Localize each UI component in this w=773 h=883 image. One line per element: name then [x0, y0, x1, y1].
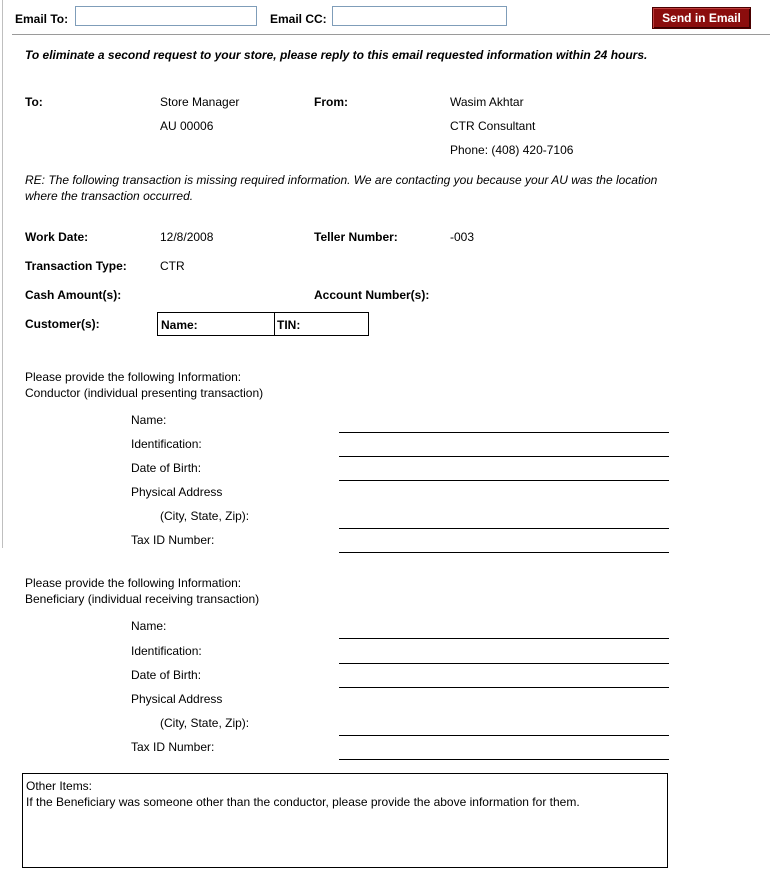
header-divider [12, 34, 770, 35]
customer-name-label: Name: [161, 318, 198, 332]
conductor-identification-label: Identification: [131, 437, 202, 451]
customer-table [157, 312, 369, 336]
from-name: Wasim Akhtar [450, 95, 524, 109]
intro-notice: To eliminate a second request to your store, please reply to this email requested information within 24 hours. [25, 48, 648, 62]
other-items-box[interactable] [22, 773, 668, 868]
cash-amount-label: Cash Amount(s): [25, 288, 122, 302]
beneficiary-taxid-label: Tax ID Number: [131, 740, 215, 754]
conductor-address-line[interactable] [339, 528, 669, 529]
to-au: AU 00006 [160, 119, 214, 133]
beneficiary-city-label: (City, State, Zip): [160, 716, 250, 730]
teller-number-value: -003 [450, 230, 475, 244]
teller-number-label: Teller Number: [314, 230, 398, 244]
beneficiary-name-line[interactable] [339, 638, 669, 639]
email-cc-label: Email CC: [270, 12, 327, 26]
left-border [2, 0, 3, 548]
customer-table-divider [274, 313, 275, 335]
conductor-name-label: Name: [131, 413, 167, 427]
transaction-type-label: Transaction Type: [25, 259, 127, 273]
conductor-address-label: Physical Address [131, 485, 223, 499]
beneficiary-dob-label: Date of Birth: [131, 668, 202, 682]
email-cc-input[interactable] [332, 6, 507, 26]
beneficiary-taxid-line[interactable] [339, 759, 669, 760]
conductor-city-label: (City, State, Zip): [160, 509, 250, 523]
beneficiary-address-line[interactable] [339, 735, 669, 736]
beneficiary-identification-line[interactable] [339, 663, 669, 664]
to-label: To: [25, 95, 43, 109]
customer-tin-label: TIN: [277, 318, 301, 332]
conductor-name-line[interactable] [339, 432, 669, 433]
conductor-taxid-label: Tax ID Number: [131, 533, 215, 547]
beneficiary-name-label: Name: [131, 619, 167, 633]
send-email-button[interactable]: Send in Email [652, 7, 751, 29]
work-date-value: 12/8/2008 [160, 230, 214, 244]
beneficiary-heading-2: Beneficiary (individual receiving transaction) [25, 592, 260, 606]
from-title: CTR Consultant [450, 119, 536, 133]
beneficiary-address-label: Physical Address [131, 692, 223, 706]
other-items-text: If the Beneficiary was someone other than the conductor, please provide the above information for them. [26, 795, 580, 809]
email-to-label: Email To: [15, 12, 69, 26]
email-to-input[interactable] [75, 6, 257, 26]
work-date-label: Work Date: [25, 230, 89, 244]
conductor-taxid-line[interactable] [339, 552, 669, 553]
customer-label: Customer(s): [25, 317, 100, 331]
conductor-identification-line[interactable] [339, 456, 669, 457]
conductor-heading-1: Please provide the following Information: [25, 370, 242, 384]
from-phone: Phone: (408) 420-7106 [450, 143, 574, 157]
account-number-label: Account Number(s): [314, 288, 430, 302]
conductor-dob-label: Date of Birth: [131, 461, 202, 475]
other-items-title: Other Items: [26, 779, 93, 793]
beneficiary-identification-label: Identification: [131, 644, 202, 658]
transaction-type-value: CTR [160, 259, 185, 273]
re-notice: RE: The following transaction is missing required information. We are contacting you because your AU was the location where the transaction occurred. [25, 173, 658, 203]
from-label: From: [314, 95, 348, 109]
conductor-dob-line[interactable] [339, 480, 669, 481]
beneficiary-dob-line[interactable] [339, 687, 669, 688]
to-name: Store Manager [160, 95, 240, 109]
beneficiary-heading-1: Please provide the following Information: [25, 576, 242, 590]
conductor-heading-2: Conductor (individual presenting transaction) [25, 386, 264, 400]
